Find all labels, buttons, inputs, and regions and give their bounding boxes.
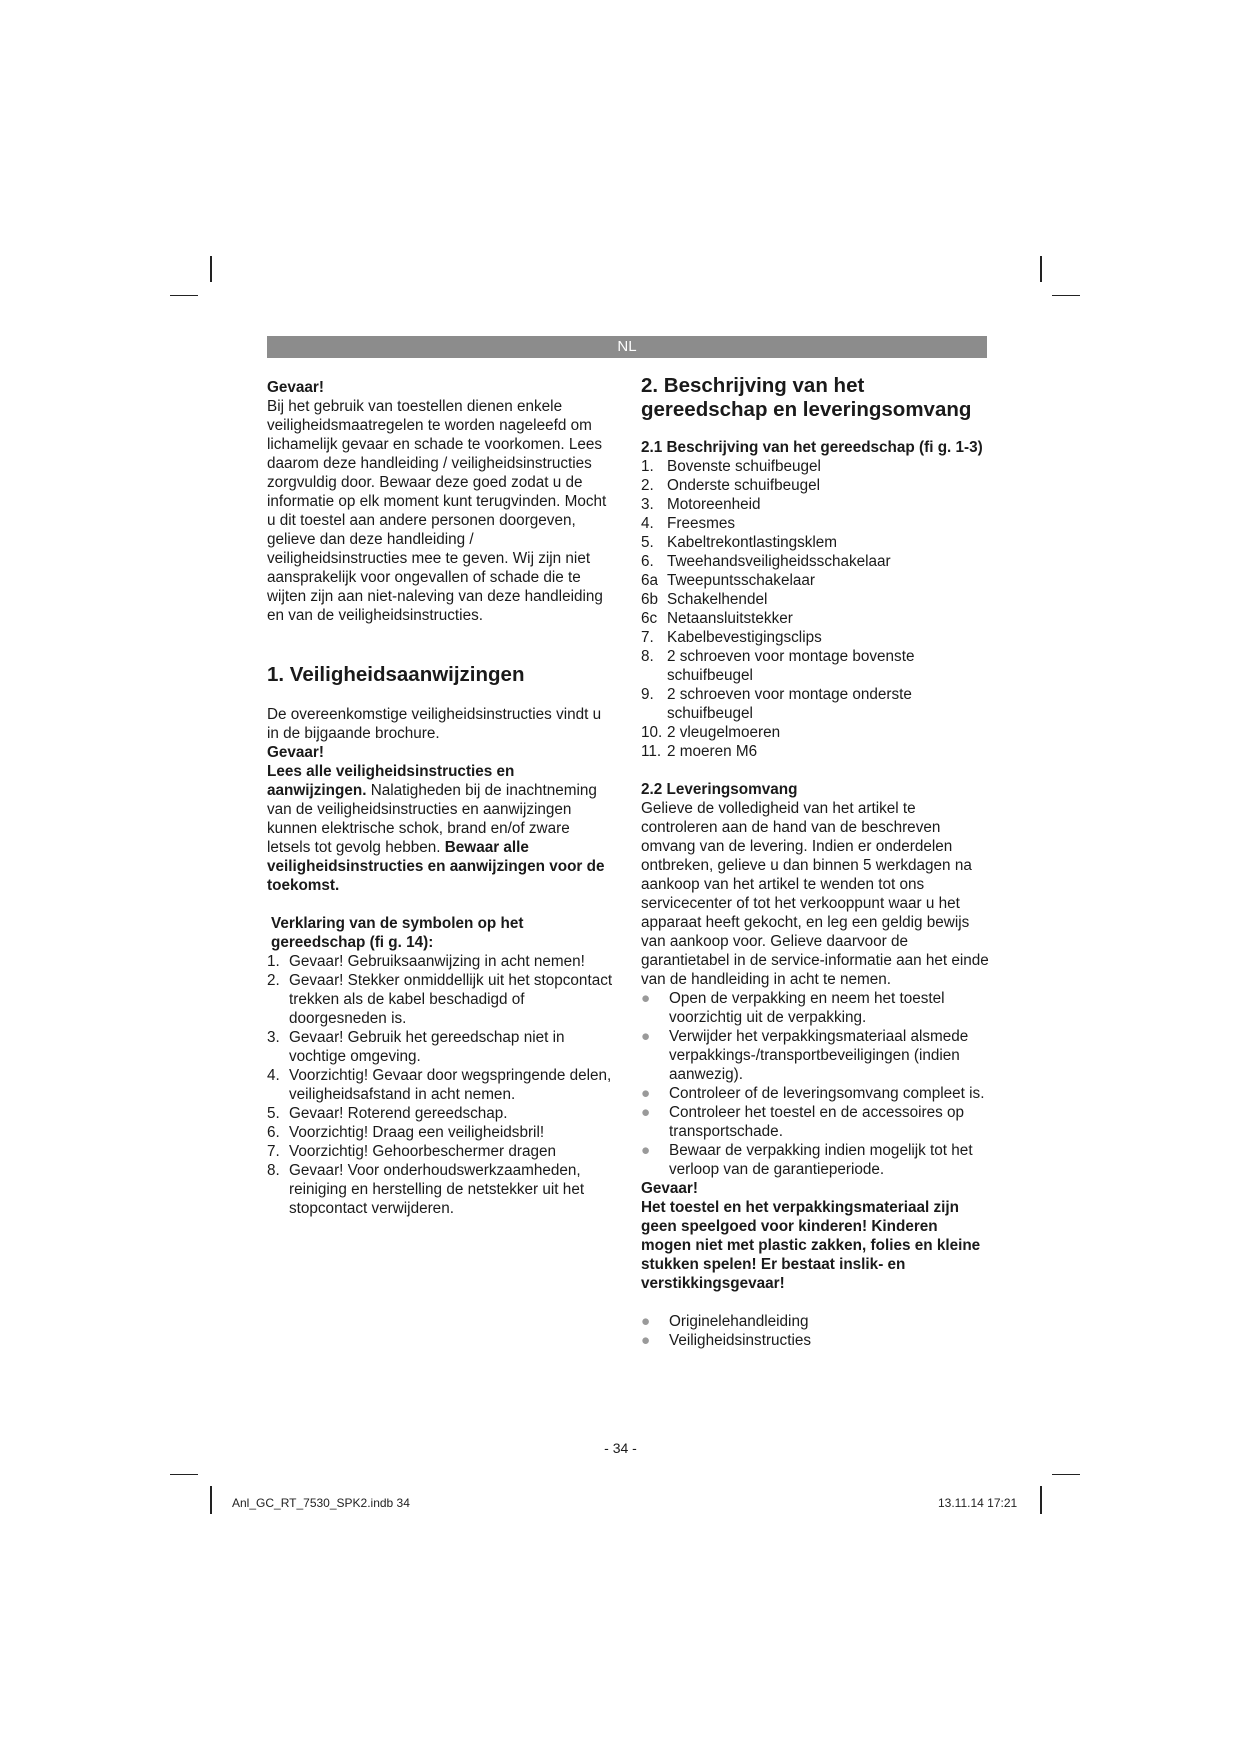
part-text: 2 schroeven voor montage onderste schuifbeugel xyxy=(667,686,912,722)
bullet-icon: ● xyxy=(641,1104,651,1121)
part-item xyxy=(641,647,991,685)
part-text: Netaansluitstekker xyxy=(667,610,793,627)
included-document-text: Originelehandleiding xyxy=(669,1313,809,1330)
danger-emphasis: Bewaar alle veiligheidsinstructies en aanwijzingen voor de toekomst. xyxy=(267,839,605,894)
included-documents-list xyxy=(641,1312,991,1350)
part-text: 2 vleugelmoeren xyxy=(667,724,781,741)
danger-emphasis: Lees alle veiligheidsinstructies en aanwijzingen. xyxy=(267,763,515,799)
symbols-heading: Verklaring van de symbolen op het gereedschap (fi g. 14): xyxy=(271,915,524,951)
symbol-number: 2. xyxy=(267,972,280,989)
unpacking-step-item xyxy=(641,1103,991,1141)
danger-paragraph xyxy=(267,762,614,895)
part-number: 11. xyxy=(641,743,662,760)
unpacking-steps-list xyxy=(641,989,991,1179)
part-number: 6a xyxy=(641,572,659,589)
symbol-item xyxy=(267,971,614,1028)
unpacking-step-text: Controleer het toestel en de accessoires op transportschade. xyxy=(669,1104,965,1140)
unpacking-step-item xyxy=(641,989,991,1027)
crop-mark xyxy=(1040,1486,1042,1514)
bullet-icon: ● xyxy=(641,1085,651,1102)
subsection-heading-description: 2.1 Beschrijving van het gereedschap (fi g. 1-3) xyxy=(641,439,983,456)
unpacking-step-text: Bewaar de verpakking indien mogelijk tot het verloop van de garantieperiode. xyxy=(669,1142,973,1178)
unpacking-step-item xyxy=(641,1141,991,1179)
symbol-item xyxy=(267,1142,614,1161)
intro-paragraph: Bij het gebruik van toestellen dienen enkele veiligheidsmaatregelen te worden nageleefd om lichamelijk gevaar en schade te voorkomen. Lees daarom deze handleiding / veiligheidsinstructies zorgvuldig door. Bewaar deze goed zodat u de informatie op elk moment kunt terugvinden. Mocht u dit toestel aan andere personen doorgeven, gelieve dan deze handleiding / veiligheidsinstructies mee te geven. Wij zijn niet aansprakelijk voor ongevallen of schade die te wijten zijn aan niet-naleving van deze handleiding en van de veiligheidsinstructies. xyxy=(267,398,607,624)
section-heading-safety: 1. Veiligheidsaanwijzingen xyxy=(267,663,525,686)
symbol-text: Voorzichtig! Gehoorbeschermer dragen xyxy=(289,1143,556,1160)
footer-datetime: 13.11.14 17:21 xyxy=(938,1496,1018,1510)
part-item xyxy=(641,628,991,647)
unpacking-step-text: Verwijder het verpakkingsmateriaal alsmede verpakkings-/transportbeveiligingen (indien aanwezig). xyxy=(669,1028,969,1083)
bullet-icon: ● xyxy=(641,990,651,1007)
symbol-number: 1. xyxy=(267,953,280,970)
symbol-number: 4. xyxy=(267,1067,280,1084)
crop-mark xyxy=(170,1474,198,1475)
symbol-text: Gevaar! Gebruik het gereedschap niet in vochtige omgeving. xyxy=(289,1029,565,1065)
symbol-item xyxy=(267,1028,614,1066)
bullet-icon: ● xyxy=(641,1332,651,1349)
delivery-paragraph: Gelieve de volledigheid van het artikel te controleren aan de hand van de beschreven omvang van de levering. Indien er onderdelen ontbreken, gelieve u dan binnen 5 werkdagen na aankoop van het artikel te wenden tot ons servicecenter of tot het verkooppunt waar u het apparaat heeft gekocht, en leg een geldig bewijs van aankoop voor. Gelieve daarvoor de garantietabel in de service-informatie aan het einde van de handleiding in acht te nemen. xyxy=(641,800,989,988)
part-number: 6b xyxy=(641,591,659,608)
part-number: 5. xyxy=(641,534,654,551)
unpacking-step-text: Open de verpakking en neem het toestel voorzichtig uit de verpakking. xyxy=(669,990,945,1026)
part-number: 1. xyxy=(641,458,654,475)
symbol-number: 8. xyxy=(267,1162,280,1179)
crop-mark xyxy=(170,295,198,296)
part-number: 10. xyxy=(641,724,663,741)
part-number: 2. xyxy=(641,477,654,494)
part-number: 7. xyxy=(641,629,654,646)
left-column xyxy=(267,378,614,1218)
part-text: Tweehandsveiligheidsschakelaar xyxy=(667,553,891,570)
part-item xyxy=(641,514,991,533)
part-item xyxy=(641,552,991,571)
part-item xyxy=(641,476,991,495)
bullet-icon: ● xyxy=(641,1028,651,1045)
unpacking-step-text: Controleer of de leveringsomvang compleet is. xyxy=(669,1085,985,1102)
symbols-list xyxy=(267,952,614,1218)
part-item xyxy=(641,609,991,628)
included-document-item xyxy=(641,1331,991,1350)
part-text: Schakelhendel xyxy=(667,591,768,608)
symbol-text: Gevaar! Voor onderhoudswerkzaamheden, reiniging en herstelling de netstekker uit het stopcontact verwijderen. xyxy=(289,1162,585,1217)
footer-filename: Anl_GC_RT_7530_SPK2.indb 34 xyxy=(232,1496,410,1510)
included-document-text: Veiligheidsinstructies xyxy=(669,1332,811,1349)
page-number: - 34 - xyxy=(604,1440,637,1456)
part-item xyxy=(641,590,991,609)
parts-list xyxy=(641,457,991,761)
part-text: Bovenste schuifbeugel xyxy=(667,458,821,475)
symbol-text: Gevaar! Stekker onmiddellijk uit het stopcontact trekken als de kabel beschadigd of doorgesneden is. xyxy=(289,972,613,1027)
crop-mark xyxy=(1040,256,1042,282)
part-item xyxy=(641,495,991,514)
danger-title: Gevaar! xyxy=(641,1180,698,1197)
symbol-item xyxy=(267,952,614,971)
symbol-number: 6. xyxy=(267,1124,280,1141)
language-header-bar xyxy=(267,336,987,358)
symbol-item xyxy=(267,1123,614,1142)
part-text: Freesmes xyxy=(667,515,735,532)
right-column xyxy=(641,374,991,1350)
part-number: 6c xyxy=(641,610,658,627)
symbol-text: Gevaar! Gebruiksaanwijzing in acht nemen! xyxy=(289,953,585,970)
crop-mark xyxy=(1052,295,1080,296)
symbol-item xyxy=(267,1161,614,1218)
crop-mark xyxy=(210,256,212,282)
safety-intro: De overeenkomstige veiligheidsinstructies vindt u in de bijgaande brochure. xyxy=(267,706,602,742)
crop-mark xyxy=(1052,1474,1080,1475)
section-heading-description: 2. Beschrijving van het gereedschap en leveringsomvang xyxy=(641,374,972,421)
part-text: Kabelbevestigingsclips xyxy=(667,629,822,646)
part-item xyxy=(641,685,991,723)
part-number: 3. xyxy=(641,496,654,513)
danger-title: Gevaar! xyxy=(267,744,324,761)
symbol-item xyxy=(267,1066,614,1104)
symbol-number: 3. xyxy=(267,1029,280,1046)
symbol-text: Voorzichtig! Gevaar door wegspringende delen, veiligheidsafstand in acht nemen. xyxy=(289,1067,612,1103)
language-label: NL xyxy=(617,338,637,355)
unpacking-step-item xyxy=(641,1027,991,1084)
part-number: 8. xyxy=(641,648,654,665)
part-text: Motoreenheid xyxy=(667,496,761,513)
bullet-icon: ● xyxy=(641,1313,651,1330)
bullet-icon: ● xyxy=(641,1142,651,1159)
part-text: Tweepuntsschakelaar xyxy=(667,572,815,589)
symbol-number: 7. xyxy=(267,1143,280,1160)
part-text: 2 schroeven voor montage bovenste schuifbeugel xyxy=(667,648,915,684)
part-item xyxy=(641,723,991,742)
symbol-item xyxy=(267,1104,614,1123)
part-number: 9. xyxy=(641,686,654,703)
danger-text: Nalatigheden bij de inachtneming van de veiligheidsinstructies en aanwijzingen kunnen elektrische schok, brand en/of zware letsels tot gevolg hebben. xyxy=(267,782,597,856)
part-number: 6. xyxy=(641,553,654,570)
symbol-text: Voorzichtig! Draag een veiligheidsbril! xyxy=(289,1124,545,1141)
danger-warning-text: Het toestel en het verpakkingsmateriaal zijn geen speelgoed voor kinderen! Kinderen mogen niet met plastic zakken, folies en kleine stukken spelen! Er bestaat inslik- en verstikkingsgevaar! xyxy=(641,1199,981,1292)
part-text: 2 moeren M6 xyxy=(667,743,758,760)
part-text: Onderste schuifbeugel xyxy=(667,477,821,494)
part-item xyxy=(641,533,991,552)
part-item xyxy=(641,742,991,761)
subsection-heading-delivery: 2.2 Leveringsomvang xyxy=(641,781,798,798)
part-text: Kabeltrekontlastingsklem xyxy=(667,534,838,551)
symbol-number: 5. xyxy=(267,1105,280,1122)
part-number: 4. xyxy=(641,515,654,532)
included-document-item xyxy=(641,1312,991,1331)
danger-title: Gevaar! xyxy=(267,379,324,396)
part-item xyxy=(641,571,991,590)
part-item xyxy=(641,457,991,476)
symbol-text: Gevaar! Roterend gereedschap. xyxy=(289,1105,508,1122)
unpacking-step-item xyxy=(641,1084,991,1103)
crop-mark xyxy=(210,1486,212,1514)
